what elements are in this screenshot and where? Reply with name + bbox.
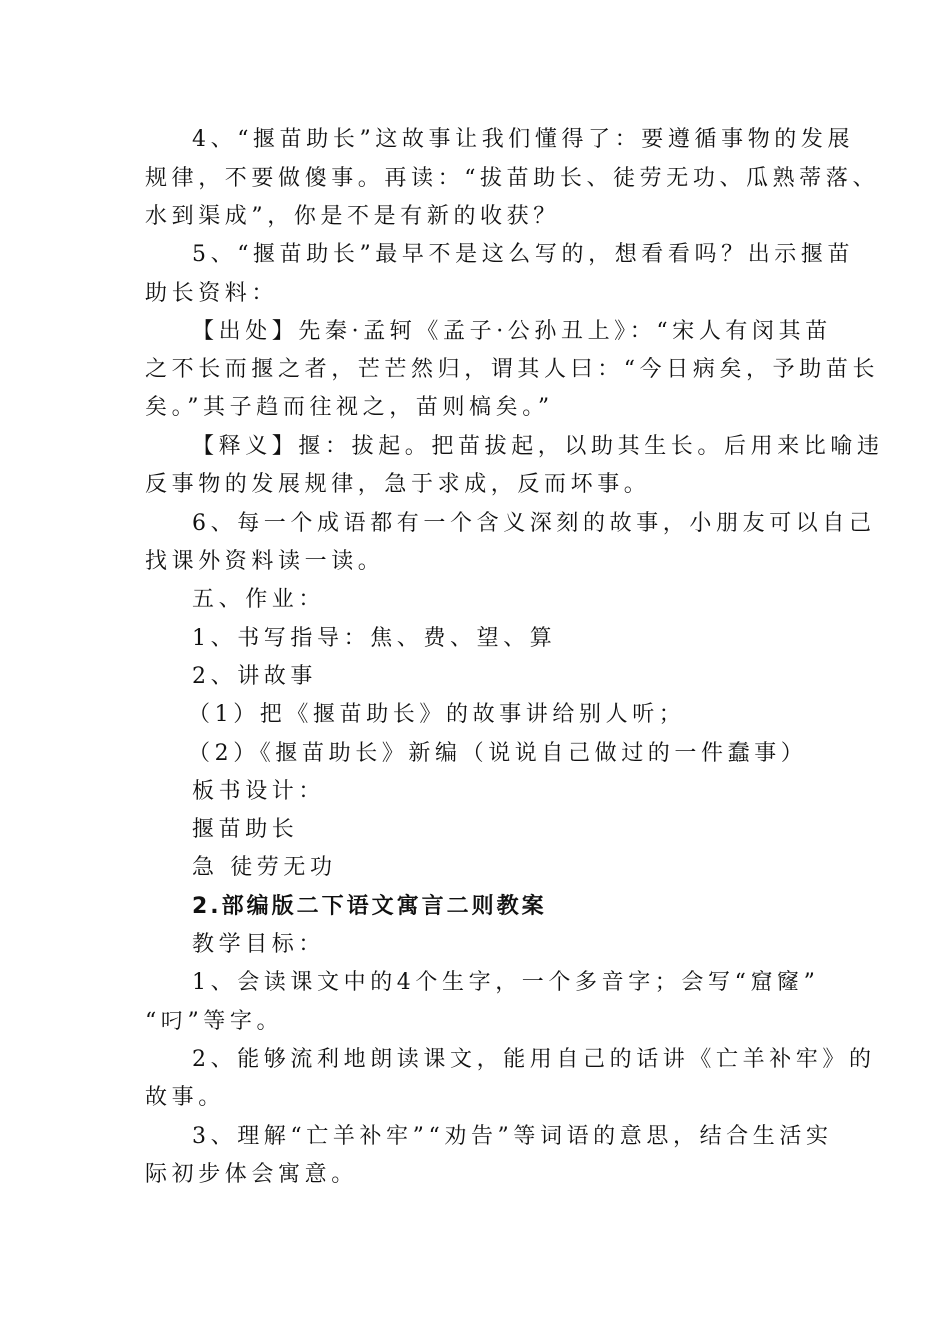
paragraph-line: 之不长而揠之者，芒芒然归，谓其人曰：“今日病矣，予助苗长	[145, 357, 880, 382]
list-item: 2、讲故事	[192, 664, 317, 689]
board-line: 揠苗助长	[192, 817, 299, 842]
paragraph-line: 矣。”其子趋而往视之，苗则槁矣。”	[145, 395, 554, 420]
list-item: 2、能够流利地朗读课文，能用自己的话讲《亡羊补牢》的	[192, 1047, 876, 1072]
board-design-heading: 板书设计：	[192, 779, 326, 804]
list-item: 1、会读课文中的4个生字，一个多音字；会写“窟窿”	[192, 970, 820, 995]
paragraph-line: 反事物的发展规律，急于求成，反而坏事。	[145, 472, 651, 497]
list-item: 3、理解“亡羊补牢”“劝告”等词语的意思，结合生活实	[192, 1124, 833, 1149]
document-title: 2.部编版二下语文寓言二则教案	[192, 894, 547, 919]
list-item: （1）把《揠苗助长》的故事讲给别人听；	[188, 702, 686, 727]
paragraph-line: 助长资料：	[145, 281, 279, 306]
board-line: 急 徒劳无功	[192, 855, 337, 880]
paragraph-line: “叼”等字。	[145, 1009, 284, 1034]
paragraph-line: 水到渠成”，你是不是有新的收获？	[145, 204, 560, 229]
paragraph-line: 【出处】先秦·孟轲《孟子·公孙丑上》：“宋人有闵其苗	[192, 319, 832, 344]
paragraph-line: 际初步体会寓意。	[145, 1162, 358, 1187]
paragraph-line: 5、“揠苗助长”最早不是这么写的，想看看吗？出示揠苗	[192, 242, 855, 267]
list-item: 1、书写指导：焦、费、望、算	[192, 626, 557, 651]
section-heading: 五、作业：	[192, 587, 326, 612]
paragraph-line: 找课外资料读一读。	[145, 549, 385, 574]
paragraph-line: 6、每一个成语都有一个含义深刻的故事，小朋友可以自己	[192, 511, 876, 536]
section-heading: 教学目标：	[192, 932, 326, 957]
paragraph-line: 规律，不要做傻事。再读：“拔苗助长、徒劳无功、瓜熟蒂落、	[145, 166, 880, 191]
paragraph-line: 【释义】揠：拔起。把苗拔起，以助其生长。后用来比喻违	[192, 434, 884, 459]
paragraph-line: 4、“揠苗助长”这故事让我们懂得了：要遵循事物的发展	[192, 127, 855, 152]
list-item: （2）《揠苗助长》新编（说说自己做过的一件蠢事）	[188, 741, 808, 766]
paragraph-line: 故事。	[145, 1085, 225, 1110]
